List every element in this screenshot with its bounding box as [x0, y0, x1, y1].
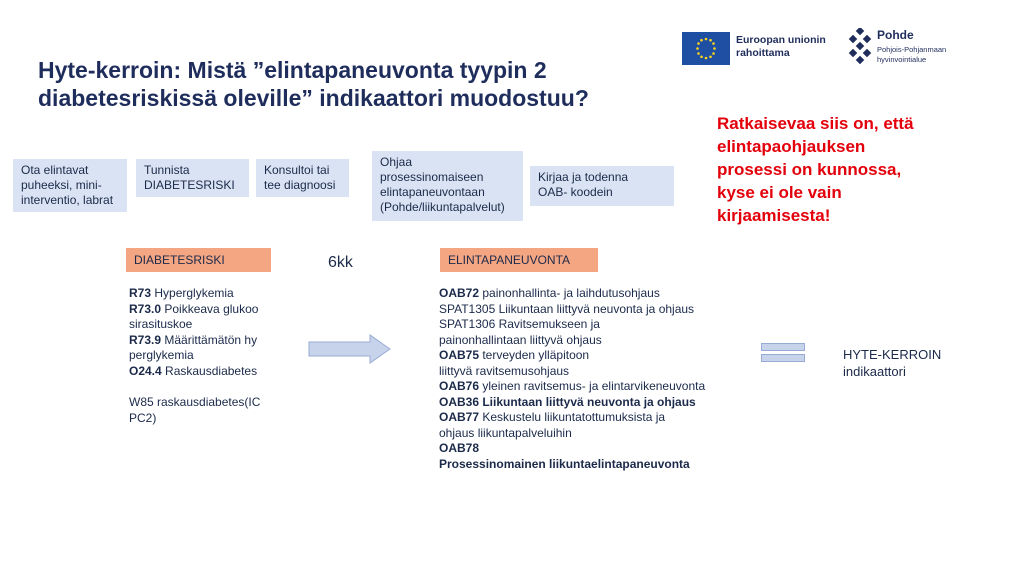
- code-text: painonhallinta- ja laihdutusohjaus: [479, 286, 660, 300]
- step-box: [530, 166, 674, 206]
- pohde-mark-icon: [848, 28, 872, 69]
- code-text: Hyperglykemia: [151, 286, 234, 300]
- code-line: ohjaus liikuntapalveluihin: [439, 425, 572, 440]
- code-line: [439, 379, 739, 395]
- counseling-tag: ELINTAPANEUVONTA: [440, 248, 598, 272]
- step-line: Kirjaa ja todenna: [538, 170, 629, 184]
- pohde-logo-subtitle: [877, 45, 946, 65]
- highlight-statement: [717, 112, 1017, 227]
- code-text: Määrittämätön hy: [161, 332, 258, 347]
- slide-title-line: diabetesriskissä oleville” indikaattori muodostuu?: [38, 85, 589, 111]
- eu-flag-icon: [682, 32, 730, 65]
- equals-sign-icon: [761, 354, 805, 362]
- code-text: perglykemia: [129, 348, 194, 362]
- step-line: prosessinomaiseen: [380, 170, 484, 184]
- highlight-line: prosessi on kunnossa,: [717, 160, 902, 179]
- interval-label: 6kk: [328, 254, 353, 271]
- counseling-code-list: [439, 286, 739, 472]
- diabetes-code-list: [129, 286, 289, 426]
- slide-title: [38, 56, 678, 112]
- code-text: terveyden ylläpitoon: [479, 348, 590, 362]
- code-line: [439, 348, 739, 364]
- code-text: Raskausdiabetes: [161, 363, 258, 378]
- code-line: [439, 441, 739, 457]
- step-box: [256, 159, 349, 197]
- code-line: painonhallintaan liittyvä ohjaus: [439, 332, 602, 347]
- code-id: OAB76: [439, 379, 480, 393]
- eu-funding-label: [736, 34, 826, 60]
- pohde-logo-name: Pohde: [877, 28, 914, 42]
- code-id: O24.4: [129, 363, 162, 378]
- highlight-line: elintapaohjauksen: [717, 137, 866, 156]
- pohde-sub-line: hyvinvointialue: [877, 55, 927, 64]
- code-line: [129, 302, 289, 318]
- right-arrow-icon: [308, 334, 392, 369]
- icpc-note-line: PC2): [129, 410, 157, 425]
- highlight-line: kyse ei ole vain: [717, 183, 842, 202]
- code-id: Prosessinomainen liikuntaelintapaneuvonta: [439, 456, 690, 471]
- eu-label-line: rahoittama: [736, 47, 790, 59]
- code-text: yleinen ravitsemus- ja elintarvikeneuvonta: [479, 379, 706, 393]
- step-line: (Pohde/liikuntapalvelut): [380, 200, 505, 214]
- code-text: Poikkeava glukoo: [161, 301, 259, 316]
- code-line: [439, 395, 739, 411]
- step-box: [13, 159, 127, 212]
- code-text: Keskustelu liikuntatottumuksista ja: [479, 410, 666, 424]
- code-id: OAB72: [439, 286, 480, 300]
- code-text: sirasituskoe: [129, 317, 193, 331]
- code-id: R73: [129, 286, 152, 300]
- slide-title-line: Hyte-kerroin: Mistä ”elintapaneuvonta tyypin 2: [38, 57, 547, 83]
- step-line: elintapaneuvontaan: [380, 185, 485, 199]
- step-line: Konsultoi tai: [264, 163, 330, 177]
- code-id: R73.9: [129, 332, 162, 347]
- code-line: [129, 286, 289, 302]
- step-line: Tunnista: [144, 163, 190, 177]
- code-line: [129, 317, 289, 333]
- equals-sign-icon: [761, 343, 805, 351]
- code-id: R73.0: [129, 301, 162, 316]
- step-box: [372, 151, 523, 221]
- step-line: Ohjaa: [380, 155, 413, 169]
- step-line: interventio, labrat: [21, 193, 114, 207]
- hyte-result: [843, 346, 941, 380]
- code-line: [129, 333, 289, 349]
- step-line: DIABETESRISKI: [144, 178, 235, 192]
- code-id: OAB78: [439, 441, 480, 455]
- code-line: [439, 286, 739, 302]
- hyte-result-line: indikaattori: [843, 364, 906, 379]
- hyte-result-line: HYTE-KERROIN: [843, 347, 942, 362]
- code-line: [129, 348, 289, 364]
- step-line: Ota elintavat: [21, 163, 89, 177]
- code-line: [439, 410, 739, 426]
- step-line: puheeksi, mini-: [21, 178, 102, 192]
- code-id: OAB75: [439, 348, 480, 362]
- step-line: OAB- koodein: [538, 185, 613, 199]
- code-line: SPAT1306 Ravitsemukseen ja: [439, 317, 600, 331]
- highlight-line: kirjaamisesta!: [717, 206, 831, 225]
- code-line: SPAT1305 Liikuntaan liittyvä neuvonta ja ohjaus: [439, 301, 695, 316]
- code-line: liittyvä ravitsemusohjaus: [439, 363, 570, 378]
- icpc-note-line: W85 raskausdiabetes(IC: [129, 395, 261, 409]
- highlight-line: Ratkaisevaa siis on, että: [717, 114, 914, 133]
- step-line: tee diagnoosi: [264, 178, 336, 192]
- code-id: OAB36 Liikuntaan liittyvä neuvonta ja ohjaus: [439, 394, 696, 409]
- eu-label-line: Euroopan unionin: [736, 34, 826, 46]
- code-id: OAB77: [439, 410, 480, 424]
- step-box: [136, 159, 249, 197]
- pohde-sub-line: Pohjois-Pohjanmaan: [877, 45, 947, 54]
- code-line: [129, 364, 289, 380]
- code-line: [439, 457, 739, 473]
- diabetes-risk-tag: DIABETESRISKI: [126, 248, 271, 272]
